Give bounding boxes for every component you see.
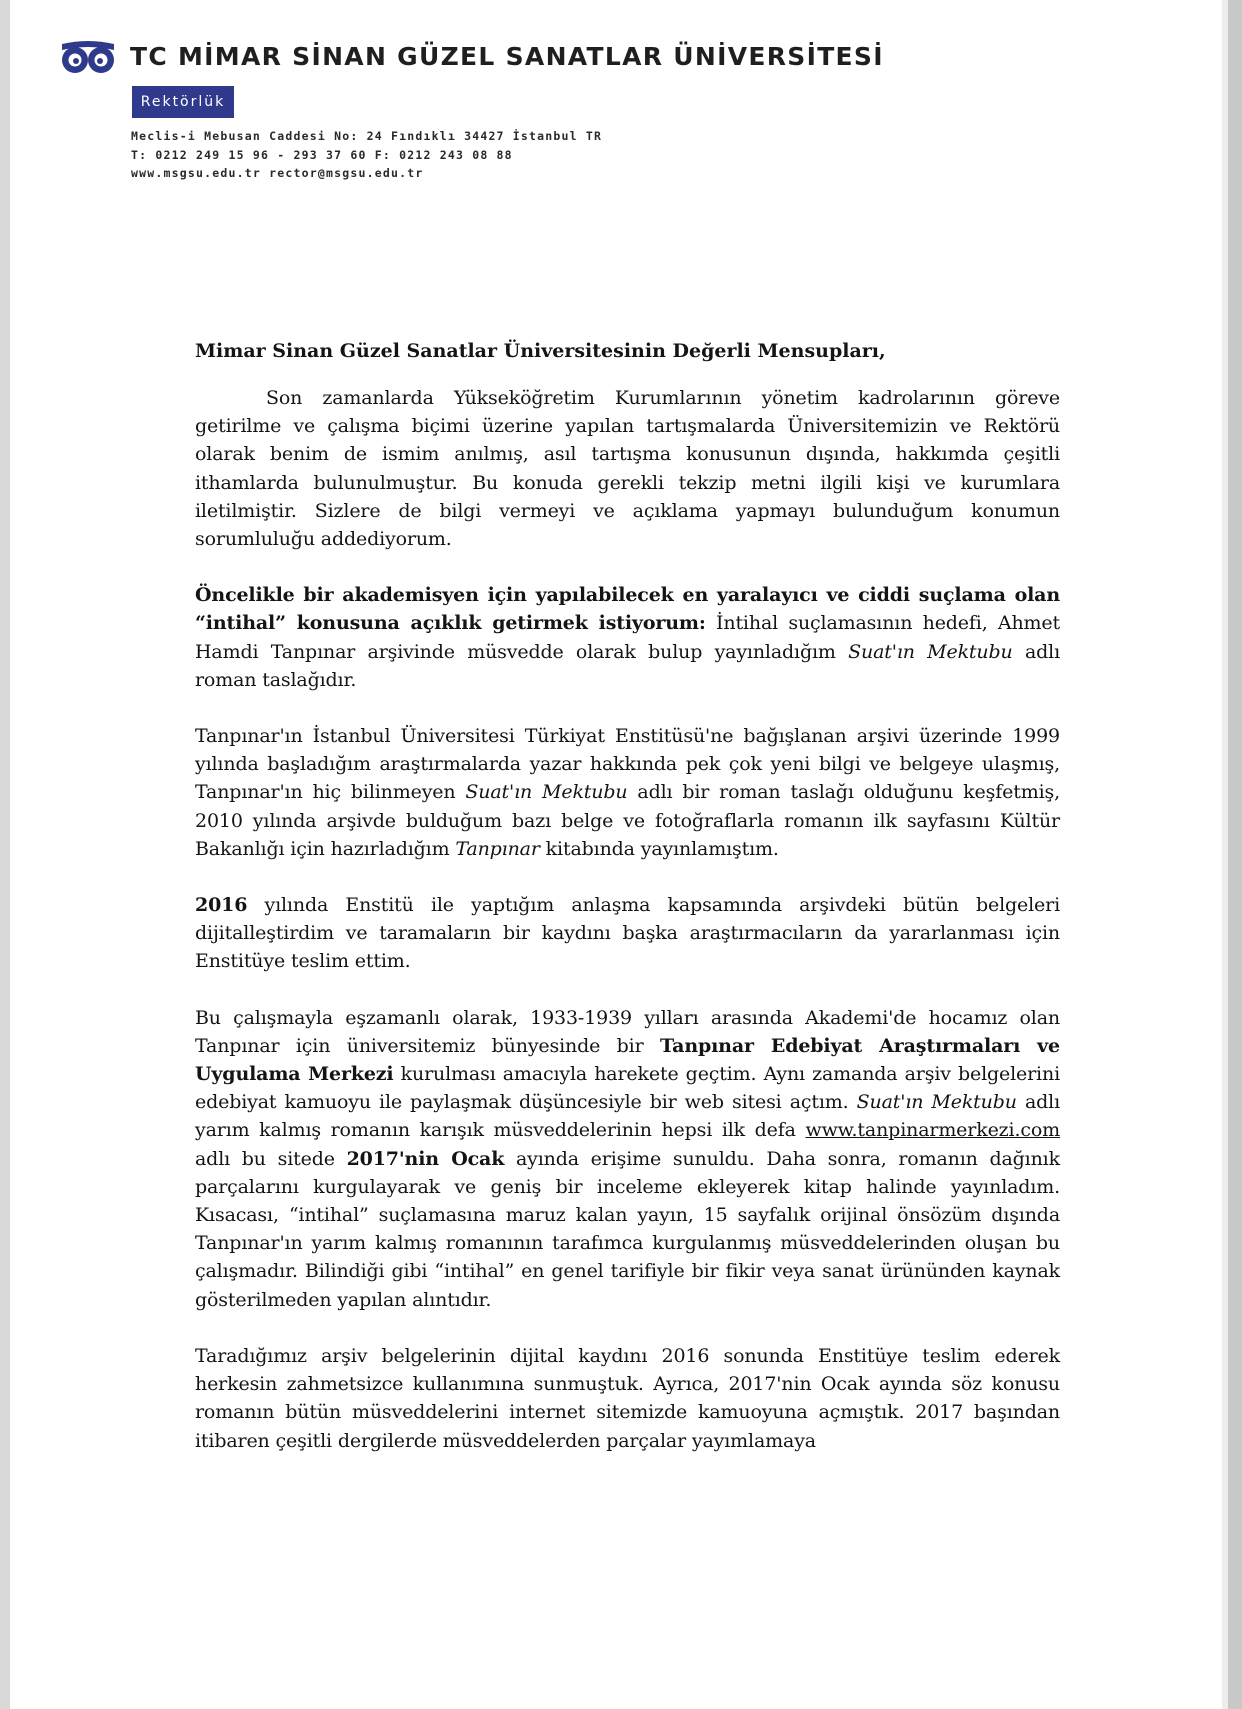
owl-eyes-logo-icon (60, 40, 116, 76)
text-span: kitabında yayınlamıştım. (539, 837, 779, 860)
text-span: ayında erişime sunuldu. Daha sonra, romanın dağınık parçalarını kurgulayarak ve geniş bir inceleme ekleyerek kitap halinde yayınladım. Kısacası, “intihal” suçlamasına maruz kalan yayın, 15 sayfalık orijinal önsözüm dışında Tanpınar'ın yarım kalmış romanının tarafımca kurgulanmış müsveddelerinden oluşan bu çalışmadır. Bilindiği gibi “intihal” en genel tarifiyle bir fikir veya sanat ürününden kaynak gösterilmeden yapılan alıntıdır. (195, 1147, 1060, 1311)
web-email-line: www.msgsu.edu.tr rector@msgsu.edu.tr (131, 166, 424, 180)
text-span: adlı bu sitede (195, 1147, 347, 1170)
text-span: adlı yarım kalmış romanın karışık müsveddelerinin hepsi ilk defa (195, 1091, 1060, 1142)
letter-body (195, 340, 1060, 1483)
letter-page (10, 0, 1228, 1709)
text-span: İntihal suçlamasının hedefi, Ahmet Hamdi Tanpınar arşivinde müsvedde olarak bulup yayınladığım (195, 612, 1060, 663)
italic-span: Tanpınar (455, 837, 540, 860)
italic-span: Suat'ın Mektubu (465, 781, 628, 804)
contact-block (131, 127, 602, 183)
paragraph-5 (195, 1004, 1060, 1314)
paragraph-3 (195, 722, 1060, 863)
text-span: kurulması amacıyla harekete geçtim. Aynı zamanda arşiv belgelerini edebiyat kamuoyu ile paylaşmak düşüncesiyle bir web sitesi açtım. (195, 1063, 1060, 1114)
text-span: adlı bir roman taslağı olduğunu keşfetmiş, 2010 yılında arşivde bulduğum bazı belge ve fotoğraflarla romanın ilk sayfasını Kültür Bakanlığı için hazırladığım (195, 781, 1060, 860)
bold-span: 2016 (195, 894, 248, 917)
italic-span: Suat'ın Mektubu (856, 1091, 1017, 1114)
unit-badge: Rektörlük (132, 86, 234, 118)
paragraph-1: Son zamanlarda Yükseköğretim Kurumlarının yönetim kadrolarının göreve getirilme ve çalışma biçimi üzerine yapılan tartışmalarda Üniversitemizin ve Rektörü olarak benim de ismim anılmış, asıl tartışma konusunun dışında, hakkımda çeşitli ithamlarda bulunulmuştur. Bu konuda gerekli tekzip metni ilgili kişi ve kurumlara iletilmiştir. Sizlere de bilgi vermeyi ve açıklama yapmayı bulunduğum konumun sorumluluğu addediyorum. (195, 387, 1060, 551)
bold-span: Tanpınar Edebiyat Araştırmaları ve Uygulama Merkezi (195, 1034, 1060, 1086)
address-line: Meclis-i Mebusan Caddesi No: 24 Fındıklı 34427 İstanbul TR (131, 129, 603, 143)
text-span: Bu çalışmayla eşzamanlı olarak, 1933-1939 yılları arasında Akademi'de hocamız olan Tanpınar için üniversitemiz bünyesinde bir (195, 1006, 1060, 1057)
text-span: Tanpınar'ın İstanbul Üniversitesi Türkiyat Enstitüsü'ne bağışlanan arşivi üzerinde 1999 yılında başladığım araştırmalarda yazar hakkında pek çok yeni bilgi ve belgeye ulaşmış, Tanpınar'ın hiç bilinmeyen (195, 725, 1060, 804)
paragraph-6: Taradığımız arşiv belgelerinin dijital kaydını 2016 sonunda Enstitüye teslim ederek herkesin zahmetsizce kullanımına sunmuştuk. Ayrıca, 2017'nin Ocak ayında söz konusu romanın bütün müsveddelerini internet sitemizde kamuoyuna açmıştık. 2017 başından itibaren çeşitli dergilerde müsveddelerden parçalar yayımlamaya (195, 1344, 1060, 1452)
text-span: yılında Enstitü ile yaptığım anlaşma kapsamında arşivdeki bütün belgeleri dijitalleştirdim ve taramaların bir kaydını başka araştırmacıların da yararlanması için Enstitüye teslim ettim. (195, 894, 1060, 973)
bold-span: Öncelikle bir akademisyen için yapılabilecek en yaralayıcı ve ciddi suçlama olan “intihal” konusuna açıklık getirmek istiyorum: (195, 584, 1060, 635)
salutation: Mimar Sinan Güzel Sanatlar Üniversitesinin Değerli Mensupları, (195, 340, 886, 362)
page-edge (1228, 0, 1242, 1709)
paragraph-4 (195, 891, 1060, 976)
paragraph-2 (195, 581, 1060, 694)
university-name: TC MİMAR SİNAN GÜZEL SANATLAR ÜNİVERSİTESİ (130, 42, 884, 71)
bold-span: 2017'nin Ocak (346, 1147, 505, 1170)
text-span: adlı roman taslağıdır. (195, 640, 1060, 691)
phone-fax-line: T: 0212 249 15 96 - 293 37 60 F: 0212 243 08 88 (131, 147, 513, 162)
website-link[interactable]: www.tanpinarmerkezi.com (805, 1119, 1060, 1142)
italic-span: Suat'ın Mektubu (848, 640, 1013, 663)
